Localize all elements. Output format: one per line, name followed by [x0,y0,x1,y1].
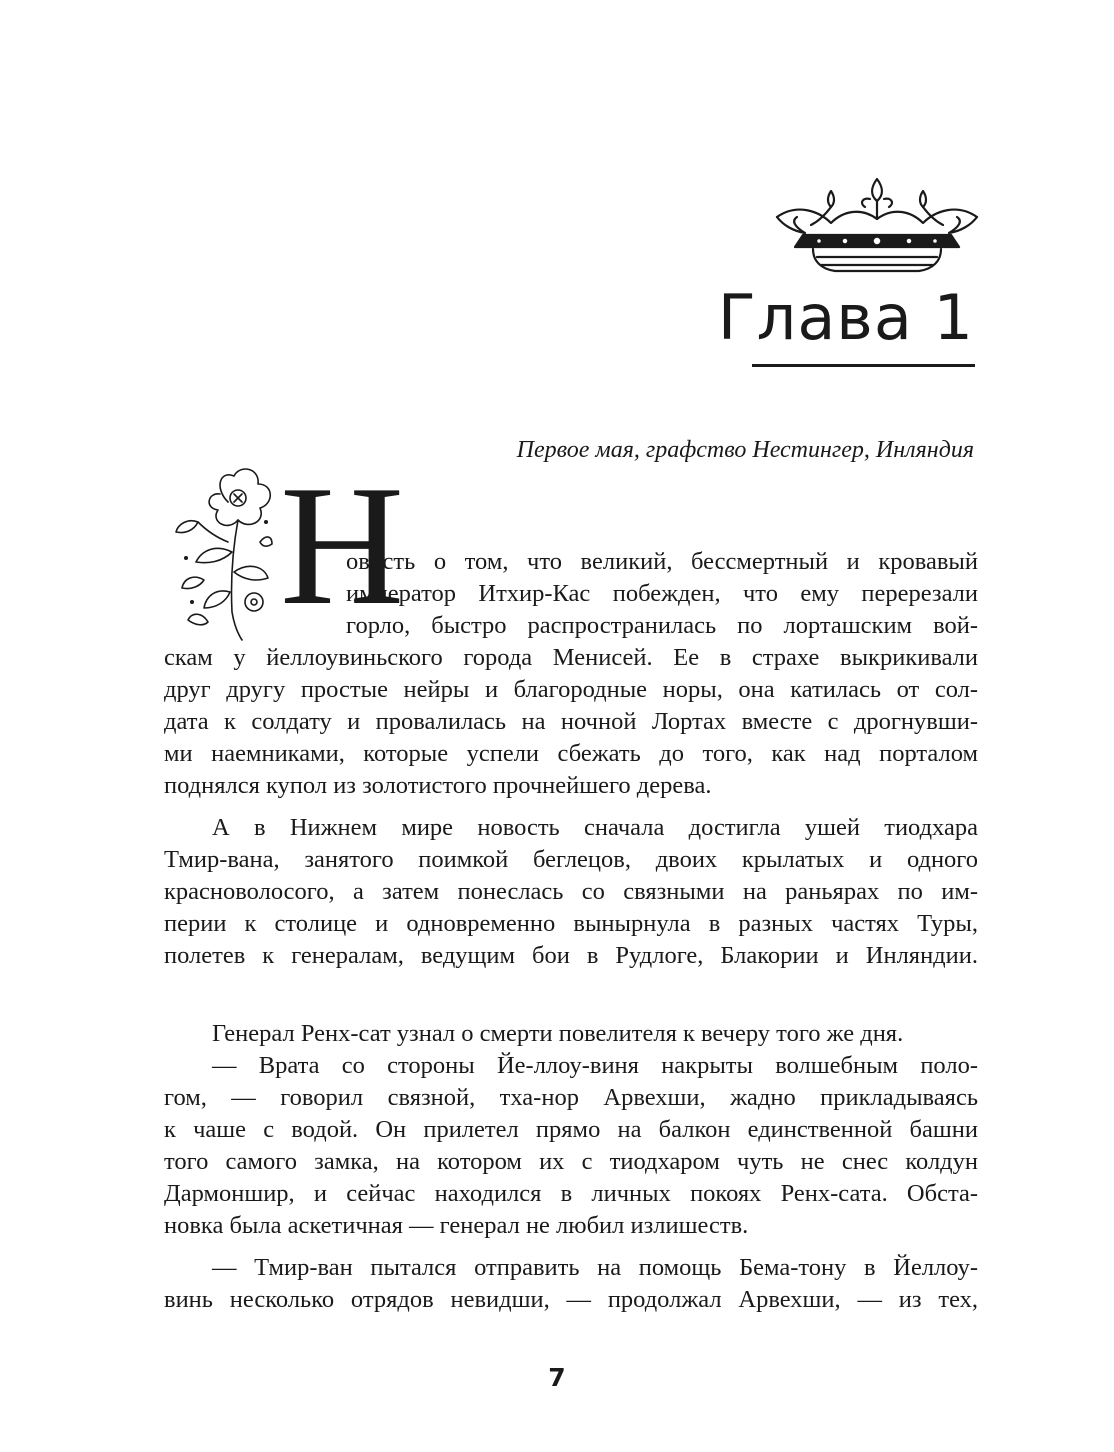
text-line: новка была аскетичная — генерал не любил излишеств. [164,1212,749,1239]
text-line: император Итхир-Кас побежден, что ему перерезали [346,580,978,607]
text-line: друг другу простые нейры и благородные норы, она катилась от сол- [164,676,978,703]
text-line: овость о том, что великий, бессмертный и кровавый [346,548,978,575]
text-line: — Врата со стороны Йе-ллоу-виня накрыты волшебным поло- [212,1052,978,1079]
text-line: того самого замка, на котором их с тиодхаром чуть не снес колдун [164,1148,978,1175]
chapter-title: Глава 1 [717,281,974,354]
epigraph: Первое мая, графство Нестингер, Инляндия [516,437,974,463]
text-line: дата к солдату и провалилась на ночной Лортах вместе с дрогнувши- [164,708,978,735]
title-underline [752,364,975,367]
text-line: к чаше с водой. Он прилетел прямо на балкон единственной башни [164,1116,978,1143]
crown-ornament-icon [773,177,981,281]
text-line: красноволосого, а затем понеслась со связными на раньярах по им- [164,878,978,905]
text-line: гом, — говорил связной, тха-нор Арвехши, жадно прикладываясь [164,1084,978,1111]
text-line: винь несколько отрядов невидши, — продолжал Арвехши, — из тех, [164,1286,978,1313]
text-line: горло, быстро распространилась по лорташским вой- [346,612,978,639]
drop-cap: Н [280,451,405,641]
text-line: А в Нижнем мире новость сначала достигла ушей тиодхара [212,814,978,841]
text-line: перии к столице и одновременно вынырнула в разных частях Туры, [164,910,978,937]
text-line: поднялся купол из золотистого прочнейшего дерева. [164,772,712,799]
text-line: — Тмир-ван пытался отправить на помощь Бема-тону в Йеллоу- [212,1254,978,1281]
page-number: 7 [548,1363,566,1392]
text-line: скам у йеллоувиньского города Менисей. Ее в страхе выкрикивали [164,644,978,671]
floral-ornament-icon [168,462,276,642]
text-line: полетев к генералам, ведущим бои в Рудлоге, Блакории и Инляндии. [164,942,978,969]
text-line: Дармоншир, и сейчас находился в личных покоях Ренх-сата. Обста- [164,1180,978,1207]
text-line: Генерал Ренх-сат узнал о смерти повелителя к вечеру того же дня. [212,1020,904,1047]
text-line: Тмир-вана, занятого поимкой беглецов, двоих крылатых и одного [164,846,978,873]
text-line: ми наемниками, которые успели сбежать до того, как над порталом [164,740,978,767]
